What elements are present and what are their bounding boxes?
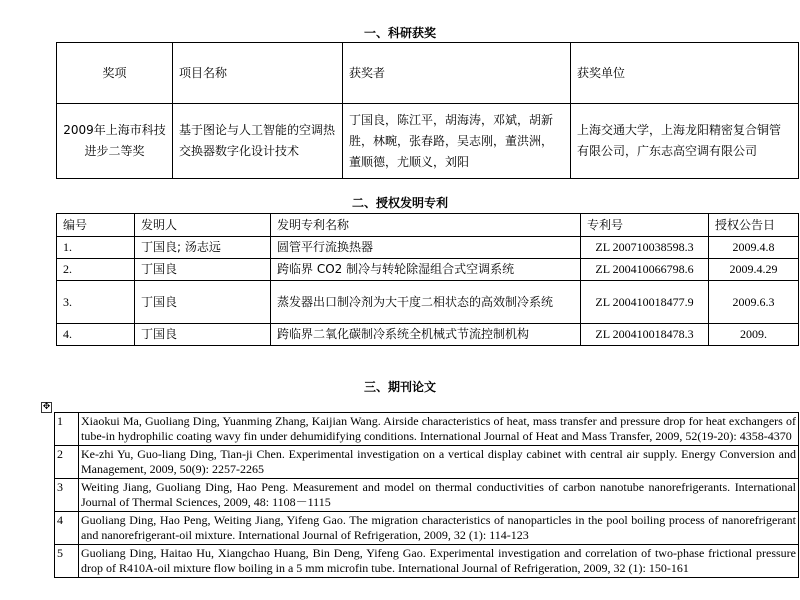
header-award: 奖项 bbox=[57, 43, 173, 104]
units-cell: 上海交通大学，上海龙阳精密复合铜管有限公司，广东志高空调有限公司 bbox=[571, 104, 799, 179]
table-row bbox=[55, 413, 799, 446]
patent-name: 跨临界 CO2 制冷与转轮除湿组合式空调系统 bbox=[271, 259, 581, 281]
paper-text: Ke-zhi Yu, Guo-liang Ding, Tian-ji Chen. Experimental investigation on a vertical display cabinet with central air supply. Energy Conversion and Management, 2009, 50(9): 2257-2265 bbox=[79, 446, 799, 479]
patent-name: 圆管平行流换热器 bbox=[271, 237, 581, 259]
paper-no: 4 bbox=[55, 512, 79, 545]
header-patent: 专利号 bbox=[581, 214, 709, 237]
table-row bbox=[57, 324, 799, 346]
header-project: 项目名称 bbox=[173, 43, 343, 104]
header-inventor: 发明人 bbox=[135, 214, 271, 237]
patent-inventor: 丁国良 bbox=[135, 259, 271, 281]
header-no: 编号 bbox=[57, 214, 135, 237]
section1-title: 一、科研获奖 bbox=[363, 26, 436, 40]
section2-title: 二、授权发明专利 bbox=[351, 196, 448, 210]
header-date: 授权公告日 bbox=[709, 214, 799, 237]
patent-name: 蒸发器出口制冷剂为大干度二相状态的高效制冷系统 bbox=[271, 281, 581, 324]
table-row bbox=[55, 446, 799, 479]
paper-no: 5 bbox=[55, 545, 79, 578]
paper-no: 1 bbox=[55, 413, 79, 446]
table-row bbox=[57, 259, 799, 281]
patent-date: 2009. bbox=[709, 324, 799, 346]
patent-number: ZL 200710038598.3 bbox=[581, 237, 709, 259]
patent-no: 1. bbox=[57, 237, 135, 259]
table-row bbox=[57, 281, 799, 324]
paper-text: Guoliang Ding, Haitao Hu, Xiangchao Huang, Bin Deng, Yifeng Gao. Experimental investigation and correlation of two-phase frictional pressure drop of R410A-oil mixture flow boiling in a 5 mm microfin tube. International Journal of Refrigeration, 2009, 32 (1): 150-161 bbox=[79, 545, 799, 578]
patent-inventor: 丁国良; 汤志远 bbox=[135, 237, 271, 259]
winners-cell: 丁国良，陈江平，胡海涛，邓斌，胡新胜，林畹，张春路，吴志刚，董洪洲，董顺德，尤顺义，刘阳 bbox=[343, 104, 571, 179]
patent-no: 4. bbox=[57, 324, 135, 346]
patent-no: 2. bbox=[57, 259, 135, 281]
table-row bbox=[55, 512, 799, 545]
patent-date: 2009.4.29 bbox=[709, 259, 799, 281]
paper-text: Guoliang Ding, Hao Peng, Weiting Jiang, Yifeng Gao. The migration characteristics of nanoparticles in the pool boiling process of nanorefrigerant and nanorefrigerant-oil mixture. International Journal of Refrigeration, 2009, 32 (1): 114-123 bbox=[79, 512, 799, 545]
paper-text: Weiting Jiang, Guoliang Ding, Hao Peng. Measurement and model on thermal conductivities of carbon nanotube nanorefrigerants. International Journal of Thermal Sciences, 2009, 48: 1108－1115 bbox=[79, 479, 799, 512]
patent-inventor: 丁国良 bbox=[135, 281, 271, 324]
header-winners: 获奖者 bbox=[343, 43, 571, 104]
patents-table bbox=[56, 213, 799, 346]
section3-title: 三、期刊论文 bbox=[363, 380, 436, 394]
award-cell: 2009年上海市科技进步二等奖 bbox=[57, 104, 173, 179]
paper-text: Xiaokui Ma, Guoliang Ding, Yuanming Zhang, Kaijian Wang. Airside characteristics of heat, mass transfer and pressure drop for heat exchangers of tube-in hydrophilic coating wavy fin under dehumidifying conditions. International Journal of Heat and Mass Transfer, 2009, 52(19-20): 4358-4370 bbox=[79, 413, 799, 446]
patent-date: 2009.4.8 bbox=[709, 237, 799, 259]
patent-inventor: 丁国良 bbox=[135, 324, 271, 346]
patent-name: 跨临界二氧化碳制冷系统全机械式节流控制机构 bbox=[271, 324, 581, 346]
patent-date: 2009.6.3 bbox=[709, 281, 799, 324]
patent-number: ZL 200410018478.3 bbox=[581, 324, 709, 346]
patent-number: ZL 200410018477.9 bbox=[581, 281, 709, 324]
paper-no: 2 bbox=[55, 446, 79, 479]
awards-table bbox=[56, 42, 799, 179]
project-cell: 基于图论与人工智能的空调热交换器数字化设计技术 bbox=[173, 104, 343, 179]
move-handle-icon[interactable]: ✥ bbox=[42, 402, 51, 412]
papers-table bbox=[54, 412, 799, 578]
table-row bbox=[55, 545, 799, 578]
patent-no: 3. bbox=[57, 281, 135, 324]
table-row bbox=[57, 237, 799, 259]
header-units: 获奖单位 bbox=[571, 43, 799, 104]
patent-number: ZL 200410066798.6 bbox=[581, 259, 709, 281]
header-name: 发明专利名称 bbox=[271, 214, 581, 237]
paper-no: 3 bbox=[55, 479, 79, 512]
table-row bbox=[55, 479, 799, 512]
